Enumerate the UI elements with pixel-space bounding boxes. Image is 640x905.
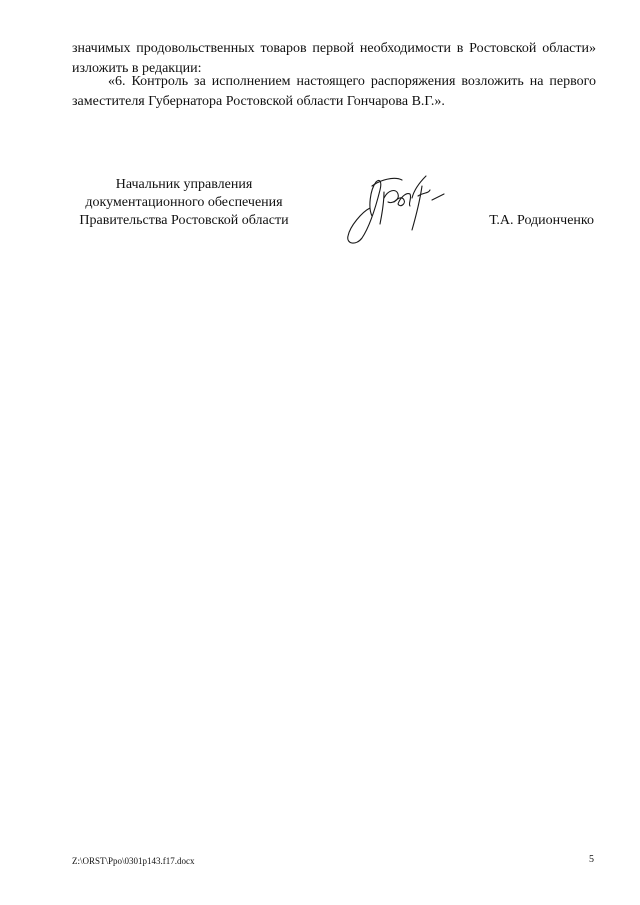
footer-file-path: Z:\ORST\Ppo\0301p143.f17.docx: [72, 856, 195, 866]
body-paragraph-item-6: «6. Контроль за исполнением настоящего распоряжения возложить на первого заместителя Губернатора Ростовской области Гончарова В.Г.».: [72, 74, 596, 109]
signatory-title-line-3: Правительства Ростовской области: [79, 213, 289, 228]
signatory-title: [68, 176, 300, 230]
signatory-title-line-1: Начальник управления: [115, 177, 253, 192]
handwritten-signature: [340, 168, 460, 252]
signatory-name: Т.А. Родионченко: [489, 213, 594, 228]
signatory-title-line-2: документационного обеспечения: [85, 195, 283, 210]
body-paragraph-continuation: значимых продовольственных товаров первой необходимости в Ростовской области» изложить в редакции:: [72, 41, 596, 76]
page-number: 5: [589, 854, 594, 865]
